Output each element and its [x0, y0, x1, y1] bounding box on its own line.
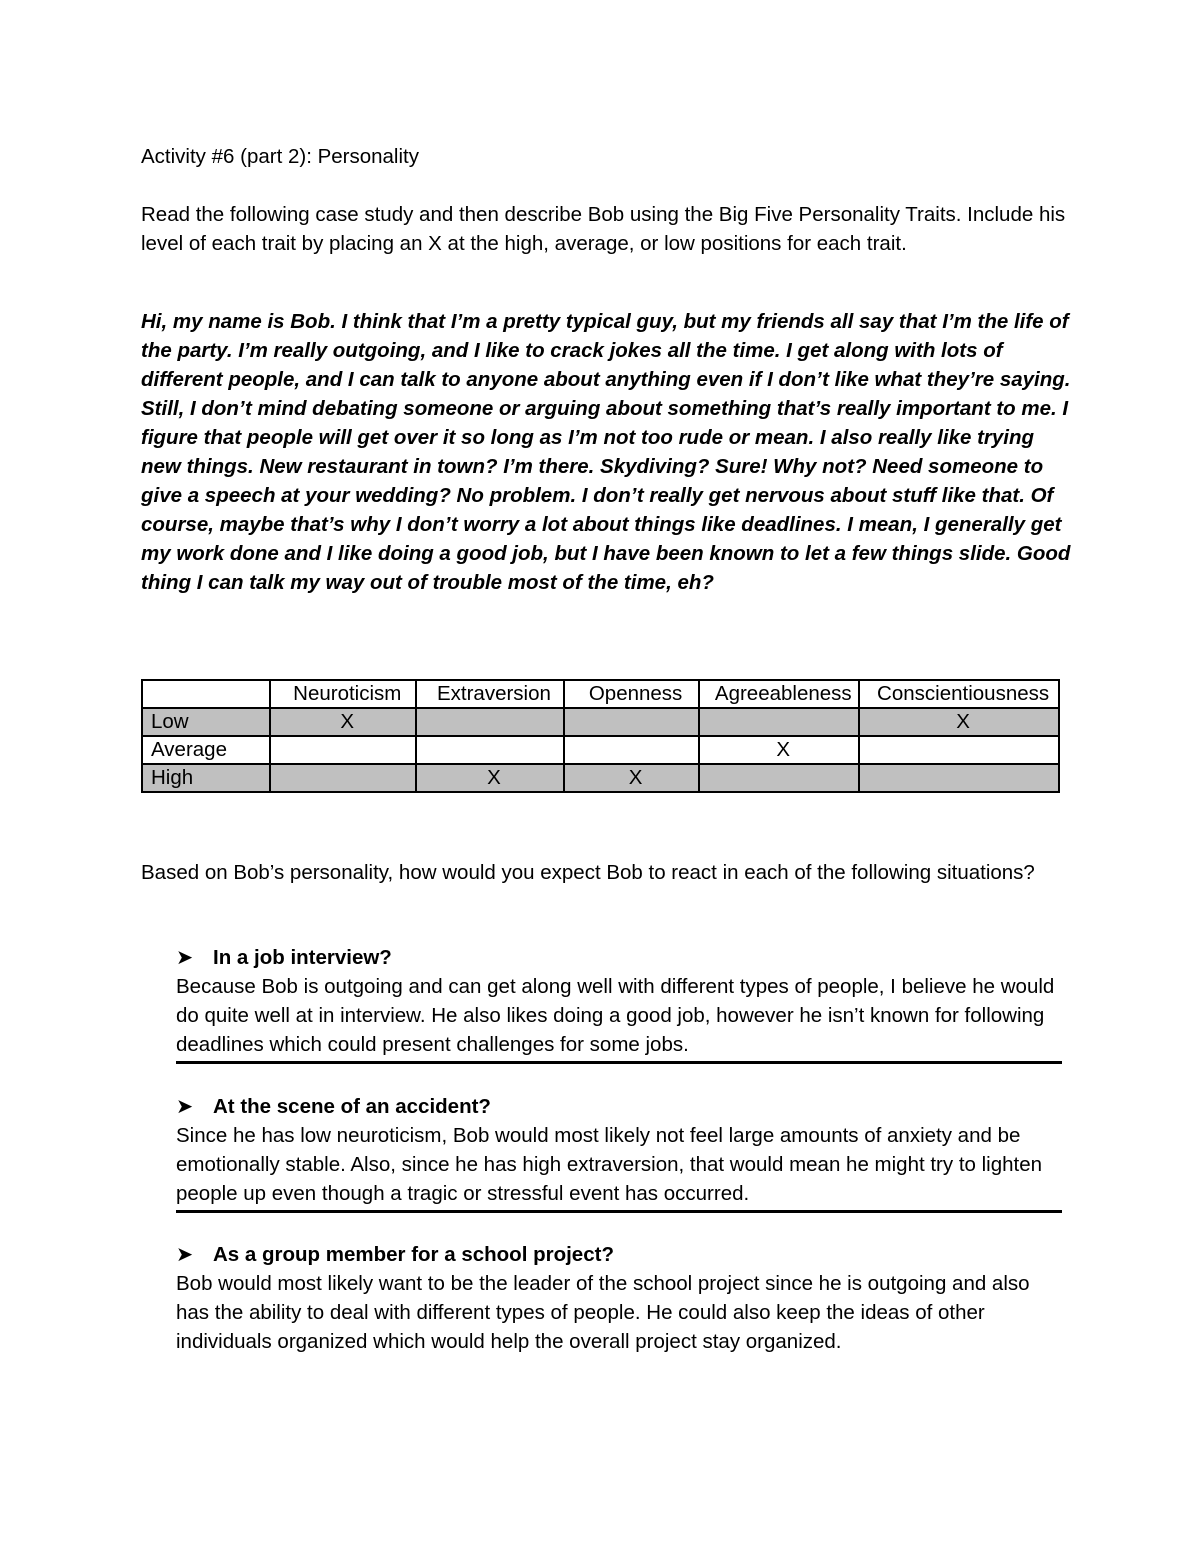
answer-text: Bob would most likely want to be the leader of the school project since he is outgoing and also has the ability to deal with different types of people. He could also keep the ideas of other individuals organized which would help the overall project stay organized. — [176, 1272, 1030, 1353]
answer-divider — [176, 1061, 1062, 1064]
table-cell — [416, 736, 564, 764]
table-header-agreeableness: Agreeableness — [699, 680, 859, 708]
table-cell — [416, 708, 564, 736]
table-cell — [270, 736, 416, 764]
question-intro: Based on Bob’s personality, how would you expect Bob to react in each of the following situations? — [141, 861, 1035, 884]
case-study-paragraph: Hi, my name is Bob. I think that I’m a pretty typical guy, but my friends all say that I’m the life of the party. I’m really outgoing, and I like to crack jokes all the time. I get along with lots of different people, and I can talk to anyone about anything even if I don’t like what they’re saying. Still, I don’t mind debating someone or arguing about something that’s really important to me. I figure that people will get over it so long as I’m not too rude or mean. I also really like trying new things. New restaurant in town? I’m there. Skydiving? Sure! Why not? Need someone to give a speech at your wedding? No problem. I don’t really get nervous about stuff like that. Of course, maybe that’s why I don’t worry a lot about things like deadlines. I mean, I generally get my work done and I like doing a good job, but I have been known to let a few things slide. Good thing I can talk my way out of trouble most of the time, eh? — [141, 310, 1071, 594]
question-block-group-project — [176, 1240, 1062, 1356]
table-row-low — [142, 708, 1059, 736]
page-title: Activity #6 (part 2): Personality — [141, 145, 419, 168]
table-cell: X — [416, 764, 564, 792]
table-row-average — [142, 736, 1059, 764]
table-cell — [270, 764, 416, 792]
table-cell: X — [564, 764, 700, 792]
answer-text: Since he has low neuroticism, Bob would most likely not feel large amounts of anxiety and be emotionally stable. Also, since he has high extraversion, that would mean he might try to lighten people up even though a tragic or stressful event has occurred. — [176, 1124, 1043, 1205]
personality-traits-table — [141, 679, 1060, 793]
arrow-bullet-icon: ➤ — [176, 946, 194, 969]
question-block-accident — [176, 1092, 1062, 1213]
question-block-job-interview — [176, 943, 1062, 1064]
question-heading — [176, 943, 1062, 972]
answer-divider — [176, 1210, 1062, 1213]
table-header-extraversion: Extraversion — [416, 680, 564, 708]
table-header-cell — [142, 680, 270, 708]
table-cell: X — [270, 708, 416, 736]
table-header-neuroticism: Neuroticism — [270, 680, 416, 708]
row-label-average: Average — [142, 736, 270, 764]
table-header-row — [142, 680, 1059, 708]
row-label-low: Low — [142, 708, 270, 736]
question-heading — [176, 1092, 1062, 1121]
table-header-openness: Openness — [564, 680, 700, 708]
table-header-conscientiousness: Conscientiousness — [859, 680, 1059, 708]
table-cell — [564, 708, 700, 736]
table-row-high — [142, 764, 1059, 792]
table-cell — [859, 764, 1059, 792]
question-text: At the scene of an accident? — [213, 1095, 491, 1118]
row-label-high: High — [142, 764, 270, 792]
table-cell — [564, 736, 700, 764]
table-cell — [699, 708, 859, 736]
answer-text: Because Bob is outgoing and can get along well with different types of people, I believe he would do quite well at in interview. He also likes doing a good job, however he isn’t known for following deadlines which could present challenges for some jobs. — [176, 975, 1055, 1056]
arrow-bullet-icon: ➤ — [176, 1095, 194, 1118]
question-text: In a job interview? — [213, 946, 392, 969]
table-cell — [859, 736, 1059, 764]
arrow-bullet-icon: ➤ — [176, 1243, 194, 1266]
question-heading — [176, 1240, 1062, 1269]
table-cell: X — [859, 708, 1059, 736]
table-cell: X — [699, 736, 859, 764]
table-cell — [699, 764, 859, 792]
question-text: As a group member for a school project? — [213, 1243, 614, 1266]
instructions-paragraph: Read the following case study and then describe Bob using the Big Five Personality Traits. Include his level of each trait by placing an X at the high, average, or low positions for each trait. — [141, 203, 1066, 255]
